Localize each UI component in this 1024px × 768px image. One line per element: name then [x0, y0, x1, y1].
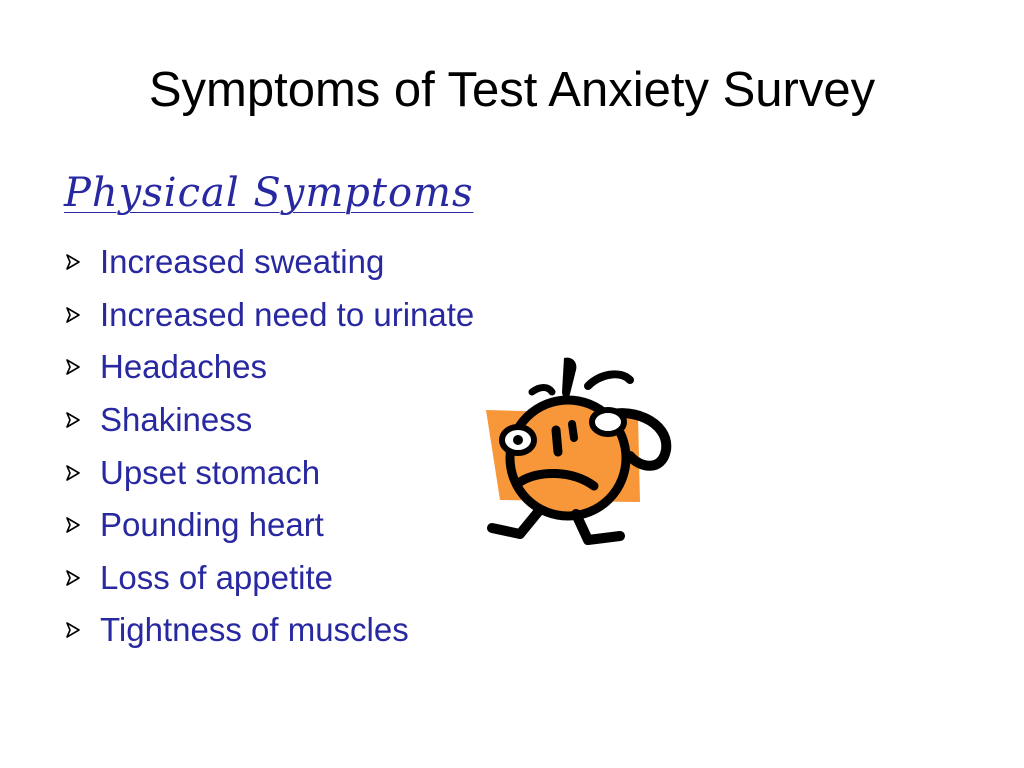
list-item	[66, 604, 474, 657]
list-item-text: Increased need to urinate	[100, 295, 475, 333]
arrow-bullet-icon	[66, 465, 100, 481]
list-item	[66, 499, 474, 552]
list-item-text: Headaches	[100, 348, 267, 386]
arrow-bullet-icon	[66, 254, 100, 270]
list-item-text: Increased sweating	[100, 243, 385, 281]
list-item	[66, 394, 474, 447]
arrow-bullet-icon	[66, 622, 100, 638]
list-item-text: Loss of appetite	[100, 558, 333, 596]
list-item	[66, 341, 474, 394]
list-item	[66, 289, 474, 342]
slide-title: Symptoms of Test Anxiety Survey	[148, 63, 876, 117]
list-item-text: Upset stomach	[100, 453, 321, 491]
list-item	[66, 552, 474, 605]
list-item-text: Shakiness	[100, 401, 253, 439]
arrow-bullet-icon	[66, 359, 100, 375]
arrow-bullet-icon	[66, 307, 100, 323]
list-item	[66, 236, 474, 289]
anxious-face-icon	[480, 352, 700, 557]
section-heading: Physical Symptoms	[64, 170, 474, 216]
arrow-bullet-icon	[66, 412, 100, 428]
arrow-bullet-icon	[66, 517, 100, 533]
list-item-text: Tightness of muscles	[100, 611, 409, 649]
list-item-text: Pounding heart	[100, 506, 324, 544]
symptom-list	[66, 236, 474, 657]
arrow-bullet-icon	[66, 570, 100, 586]
list-item	[66, 446, 474, 499]
